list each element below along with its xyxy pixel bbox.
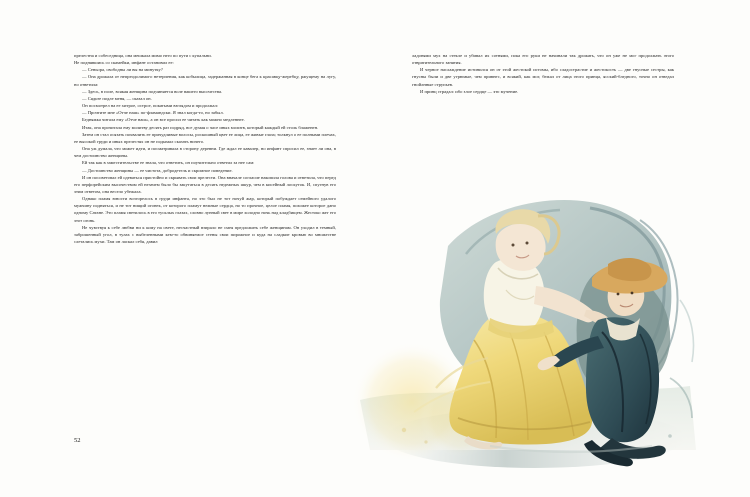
paragraph: И он посоветовал ей одеваться пристойно и скрывать свои прелести. Она вначале согласие накопила голова и ответила, что перед его перфорейским высочеством ей незачем было бы закутаться в десять недежных шкур, чем в кисейный лоскуток. И, спугнув его этим ответом, она весело убежала. <box>74 174 336 194</box>
paragraph: Не чувствуя к себе любви ни к кому на свете, несчастный взирало не смея предложить себе женщинам. Он уходил в темный, заброшенный угол, в тулах с выбеленными кем-то обвиняемое стены свои пирожное и куда на сладкие кровью во множестве слетались мухи. Там он ласкал себя, давил <box>74 224 336 245</box>
paragraph: Итак, она прочитала ему молитву десять раз подряд, все думая о часе иных молитв, который каждый ей столь блаженен. <box>82 124 319 130</box>
page-number: 52 <box>74 437 81 444</box>
paragraph: — Сядьте подле меня, — сказал он. <box>82 95 152 101</box>
paragraph: Не поднявшись со скамейки, инфант остановил ее: <box>74 60 174 66</box>
paragraph: — Она дрожала от непреодолимого нетерпения, как кобылица, задержанная в конце бега к красавцу-жеребцу, ржущему на лугу, но ответила: <box>74 74 336 87</box>
paragraph: Затем он стал осязать похвалить ее причудливые волосы, роскошный цвет ее лица, ее живые глаза; толкнул о ее полными плечах, ее высокой груди и иных прелестях он не подымал сказать ничего. <box>74 131 336 144</box>
paragraph: — Здесь, в поле, всякая женщина подчиняется воле вашего высочества. <box>82 88 223 94</box>
paragraph: И принц страдал: ибо злое сердце — это мучение. <box>420 88 519 94</box>
right-text-column <box>412 52 674 95</box>
paragraph: прелестна и собеседница, она мешкала мимо него по пути с купальни. <box>74 53 212 58</box>
paragraph: Она уж думала, что может идти, и посматривала в сторону деревни. Где ждал ее кавалер, но инфант спросил ее, знает ли она, в чем достоинство женщины. <box>74 146 336 159</box>
paragraph: — Прочтите мне «Отче наш» по-фламандски. Я знал когда-то, но забыл. <box>82 110 224 116</box>
paragraph: Он посмотрел на ее хитрое, острое, покатыми взглядом и продолжал: <box>82 103 219 109</box>
paragraph: И черное наслаждение истинился он от этой жестокой истомы, ибо сладострастие и жестокость — две гнусные сестры, как гнусны были и две угрюмые, чем привнес, и всякий, как мог, бежал от лица этого принца, ясский-бледного, точно он отведал гнойлнные струпьев. <box>412 67 674 87</box>
paragraph: Однако пламя юности возгорелось в груди инфанта, но это был не тот ночуй жар, который побуждает семейного удалого мужчину подняться, и не тот нищий огонек, от которого пламут нежные сердца, но то прочное, целое пламя, похожее которое дано одному Сатане. Это пламя светилось в его тусклых глазах, словно лунный свет в мире холодно ночь над кладбищем. Жестоко жег его этот огонь. <box>74 196 336 223</box>
left-text-column <box>74 52 336 245</box>
paragraph: ладонями мух на стекле и убивал их сотнями, пока его руки не начинали так дрожать, что он уже не мог продолжать этого отвратительного занятия. <box>412 53 674 66</box>
illustration-lady-and-gentleman <box>340 150 720 480</box>
paragraph: — Сеньора, свободны ли вы на минутку? <box>82 67 163 73</box>
paragraph: — Достоинство женщины — ее чистота, добродетель и скромное поведение. <box>82 167 233 173</box>
paragraph: Бедняжка читала ему «Отче наш», а он все просил ее читать как можно медленнее. <box>82 117 245 123</box>
paragraph: Ей так как в заместительстве ее знала, что ответить, он поучительно ответил за нее сам: <box>82 160 255 166</box>
